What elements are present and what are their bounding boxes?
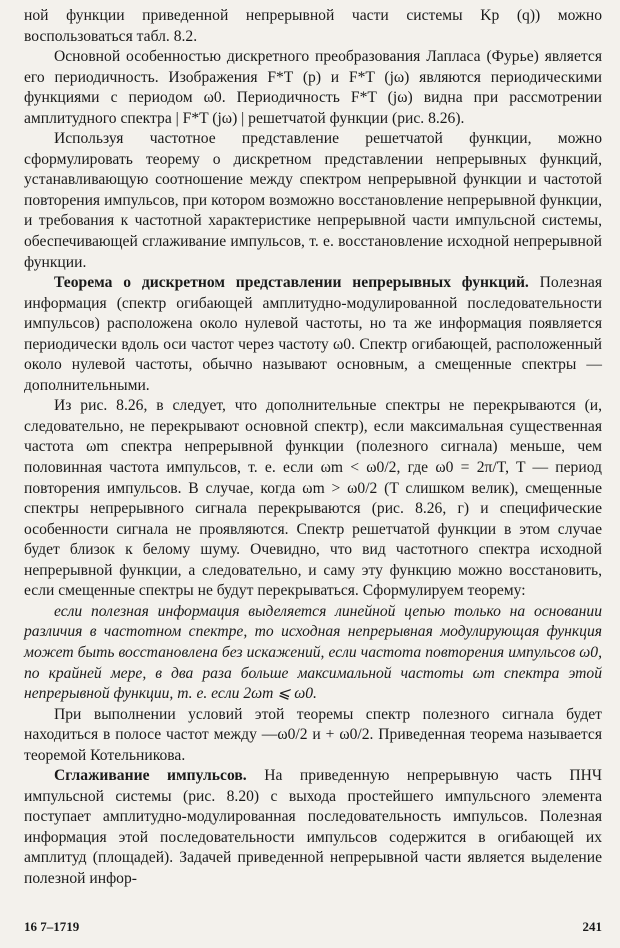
paragraph-text: если полезная информация выделяется линейной цепью только на основании различия в частотном спектре, то исходная непрерывная модулирующая функция может быть восстановлена без искажений, если частота повторения импульсов ω0, по крайней мере, в два раза больше максимальной частоты ωm спектра этой непрерывной функции, т. е. если 2ωm ⩽ ω0. bbox=[24, 602, 602, 703]
paragraph-text: Основной особенностью дискретного преобразования Лапласа (Фурье) является его периодичность. Изображения F*T (p) и F*T (jω) являются периодическими функциями с периодом ω0. Периодичность F*T (jω) видна при рассмотрении амплитудного спектра | F*T (jω) | решетчатой функции (рис. 8.26). bbox=[24, 48, 602, 127]
paragraph-text: ной функции приведенной непрерывной части системы Kр (q)) можно воспользоваться табл. 8.2. bbox=[24, 7, 602, 45]
paragraph-text: Используя частотное представление решетчатой функции, можно сформулировать теорему о дискретном представлении непрерывных функций, устанавливающую соотношение между спектром непрерывной функции и частотой повторения импульсов, при котором возможно восстановление непрерывной функции, и требования к частотной характеристике непрерывной части импульсной системы, обеспечивающей сглаживание импульсов, т. е. восстановление исходной непрерывной функции. bbox=[24, 130, 602, 271]
paragraph-text: При выполнении условий этой теоремы спектр полезного сигнала будет находиться в полосе частот между —ω0/2 и + ω0/2. Приведенная теорема называется теоремой Котельникова. bbox=[24, 705, 602, 764]
paragraph-kotelnikov bbox=[24, 705, 602, 767]
paragraph-periodicity bbox=[24, 47, 602, 129]
page-number: 241 bbox=[582, 919, 602, 934]
paragraph-theorem-heading bbox=[24, 273, 602, 396]
paragraph-text: На приведенную непрерывную часть ПНЧ импульсной системы (рис. 8.20) с выхода простейшего импульсного элемента поступает амплитудно-модулированная последовательность импульсов. Полезная информация этой последовательности импульсов содержится в огибающей их амплитуд (площадей). Задачей приведенной непрерывной части является выделение полезной инфор- bbox=[24, 767, 602, 887]
paragraph-continuation bbox=[24, 6, 602, 47]
signature-mark: 16 7–1719 bbox=[24, 919, 80, 934]
section-heading: Сглаживание импульсов. bbox=[54, 767, 247, 785]
paragraph-theorem-statement bbox=[24, 602, 602, 705]
paragraph-text: Полезная информация (спектр огибающей амплитудно-модулированной последовательности импульсов) расположена около нулевой частоты, но та же информация появляется периодически вдоль оси частот через частоту ω0. Спектр огибающей, расположенный около нулевой частоты, обычно называют основным, а смещенные спектры — дополнительными. bbox=[24, 274, 602, 394]
paragraph-frequency-representation bbox=[24, 129, 602, 273]
section-heading: Теорема о дискретном представлении непрерывных функций. bbox=[54, 274, 529, 292]
page-body bbox=[24, 6, 602, 890]
paragraph-text: Из рис. 8.26, в следует, что дополнительные спектры не перекрываются (и, следовательно, не перекрывают основной спектр), если максимальная существенная частота ωm спектра непрерывной функции (полезного сигнала) меньше, чем половинная частота импульсов, т. е. если ωm < ω0/2, где ω0 = 2π/T, T — период повторения импульсов. В случае, когда ωm > ω0/2 (T слишком велик), смещенные спектры непрерывного сигнала перекрываются (рис. 8.26, г) и специфические особенности сигнала не проявляются. Спектр решетчатой функции в этом случае будет близок к белому шуму. Очевидно, что вид частотного спектра исходной непрерывной функции, а следовательно, и саму эту функцию можно восстановить, если смещенные спектры не будут перекрываться. Сформулируем теорему: bbox=[24, 397, 602, 600]
page-footer bbox=[24, 919, 602, 935]
paragraph-spectra-overlap bbox=[24, 396, 602, 601]
paragraph-smoothing-heading bbox=[24, 766, 602, 889]
